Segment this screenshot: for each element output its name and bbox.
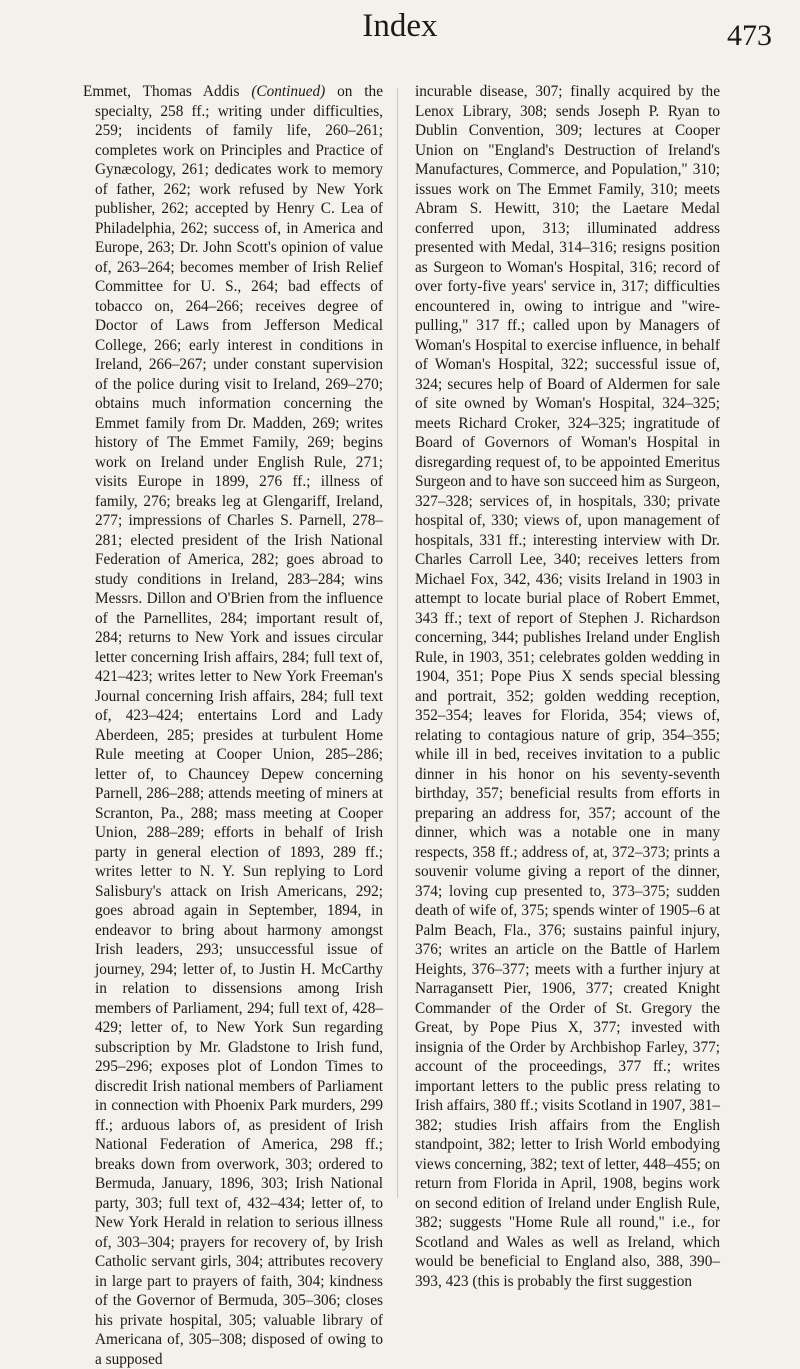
index-column-right [415, 82, 720, 1291]
page-number: 473 [727, 19, 772, 52]
entry-heading: Emmet, Thomas Addis [83, 83, 240, 100]
column-divider [397, 88, 398, 1198]
index-entry-continued [415, 82, 720, 1291]
index-column-left [83, 82, 383, 1369]
index-entry [83, 82, 383, 1369]
page-title: Index [362, 8, 438, 44]
entry-text: incurable disease, 307; finally acquired by the Lenox Library, 308; sends Joseph P. Ryan to Dublin Convention, 309; lectures at Cooper Union on "England's Destruction of Ireland's Manufactures, Commerce, and Population," 310; issues work on The Emmet Family, 310; meets Abram S. Hewitt, 310; the Laetare Medal conferred upon, 313; illuminated address presented with Medal, 314–316; resigns position as Surgeon to Woman's Hospital, 316; record of over forty-five years' service in, 317; difficulties encountered in, owing to intrigue and "wire-pulling," 317 ff.; called upon by Managers of Woman's Hospital to exercise influence, in behalf of Woman's Hospital, 322; successful issue of, 324; secures help of Board of Aldermen for sale of site owned by Woman's Hospital, 324–325; meets Richard Croker, 324–325; ingratitude of Board of Governors of Woman's Hospital in disregarding request of, to be appointed Emeritus Surgeon and to have son succeed him as Surgeon, 327–328; services of, in hospitals, 330; private hospital of, 330; views of, upon management of hospitals, 331 ff.; interesting interview with Dr. Charles Carroll Lee, 340; receives letters from Michael Fox, 342, 436; visits Ireland in 1903 in attempt to locate burial place of Robert Emmet, 343 ff.; text of report of Stephen J. Richardson concerning, 344; publishes Ireland under English Rule, in 1903, 351; celebrates golden wedding in 1904, 351; Pope Pius X sends special blessing and portrait, 352; golden wedding reception, 352–354; leaves for Florida, 354; views of, relating to contagious nature of grip, 354–355; while ill in bed, receives invitation to a public dinner in his honor on his seventy-seventh birthday, 357; beneficial results from efforts in preparing an address for, 357; account of the dinner, which was a notable one in many respects, 358 ff.; address of, at, 372–373; prints a souvenir volume giving a report of the dinner, 374; loving cup presented to, 373–375; sudden death of wife of, 375; spends winter of 1905–6 at Palm Beach, Fla., 376; sustains painful injury, 376; writes an article on the Battle of Harlem Heights, 376–377; meets with a further injury at Narragansett Pier, 1906, 377; created Knight Commander of the Order of St. Gregory the Great, by Pope Pius X, 377; invested with insignia of the Order by Archbishop Farley, 377; account of the proceedings, 377 ff.; writes important letters to the public press relating to Irish affairs, 380 ff.; visits Scotland in 1907, 381–382; studies Irish affairs from the English standpoint, 382; letter to Irish World embodying views concerning, 382; text of letter, 448–455; on return from Florida in April, 1908, begins work on second edition of Ireland under English Rule, 382; suggests "Home Rule all round," i.e., for Scotland and Wales as well as Ireland, which would be beneficial to England also, 388, 390–393, 423 (this is probably the first suggestion [415, 83, 720, 1290]
entry-heading-note: (Continued) [251, 83, 326, 100]
page-header [0, 0, 800, 70]
entry-text: on the specialty, 258 ff.; writing under difficulties, 259; incidents of family life, 260–261; completes work on Principles and Practice of Gynæcology, 261; dedicates work to memory of father, 262; work refused by New York publisher, 262; accepted by Henry C. Lea of Philadelphia, 262; success of, in America and Europe, 263; Dr. John Scott's opinion of value of, 263–264; becomes member of Irish Relief Committee for U. S., 264; bad effects of tobacco on, 264–266; receives degree of Doctor of Laws from Jefferson Medical College, 266; early interest in conditions in Ireland, 266–267; under constant supervision of the police during visit to Ireland, 269–270; obtains much information concerning the Emmet family from Dr. Madden, 269; writes history of The Emmet Family, 269; begins work on Ireland under English Rule, 271; visits Europe in 1899, 276 ff.; illness of family, 276; breaks leg at Glengariff, Ireland, 277; impressions of Charles S. Parnell, 278–281; elected president of the Irish National Federation of America, 282; goes abroad to study conditions in Ireland, 283–284; wins Messrs. Dillon and O'Brien from the influence of the Parnellites, 284; important result of, 284; returns to New York and issues circular letter concerning Irish affairs, 284; full text of, 421–423; writes letter to New York Freeman's Journal concerning Irish affairs, 284; full text of, 423–424; entertains Lord and Lady Aberdeen, 285; presides at turbulent Home Rule meeting at Cooper Union, 285–286; letter of, to Chauncey Depew concerning Parnell, 286–288; attends meeting of miners at Scranton, Pa., 288; mass meeting at Cooper Union, 288–289; efforts in behalf of Irish party in general election of 1893, 289 ff.; writes letter to N. Y. Sun replying to Lord Salisbury's attack on Irish Americans, 292; goes abroad again in September, 1894, in endeavor to bring about harmony amongst Irish leaders, 293; unsuccessful issue of journey, 294; letter of, to Justin H. McCarthy in relation to dissensions among Irish members of Parliament, 294; full text of, 428–429; letter of, to New York Sun regarding subscription by Mr. Gladstone to Irish fund, 295–296; exposes plot of London Times to discredit Irish national members of Parliament in connection with Phoenix Park murders, 299 ff.; arduous labors of, as president of Irish National Federation of America, 298 ff.; breaks down from overwork, 303; ordered to Bermuda, January, 1896, 303; Irish National party, 303; full text of, 432–434; letter of, to New York Herald in relation to serious illness of, 303–304; prayers for recovery of, by Irish Catholic servant girls, 304; attributes recovery in large part to prayers of faith, 304; kindness of the Governor of Bermuda, 305–306; closes his private hospital, 305; valuable library of Americana of, 305–308; disposed of owing to a supposed [95, 83, 383, 1368]
